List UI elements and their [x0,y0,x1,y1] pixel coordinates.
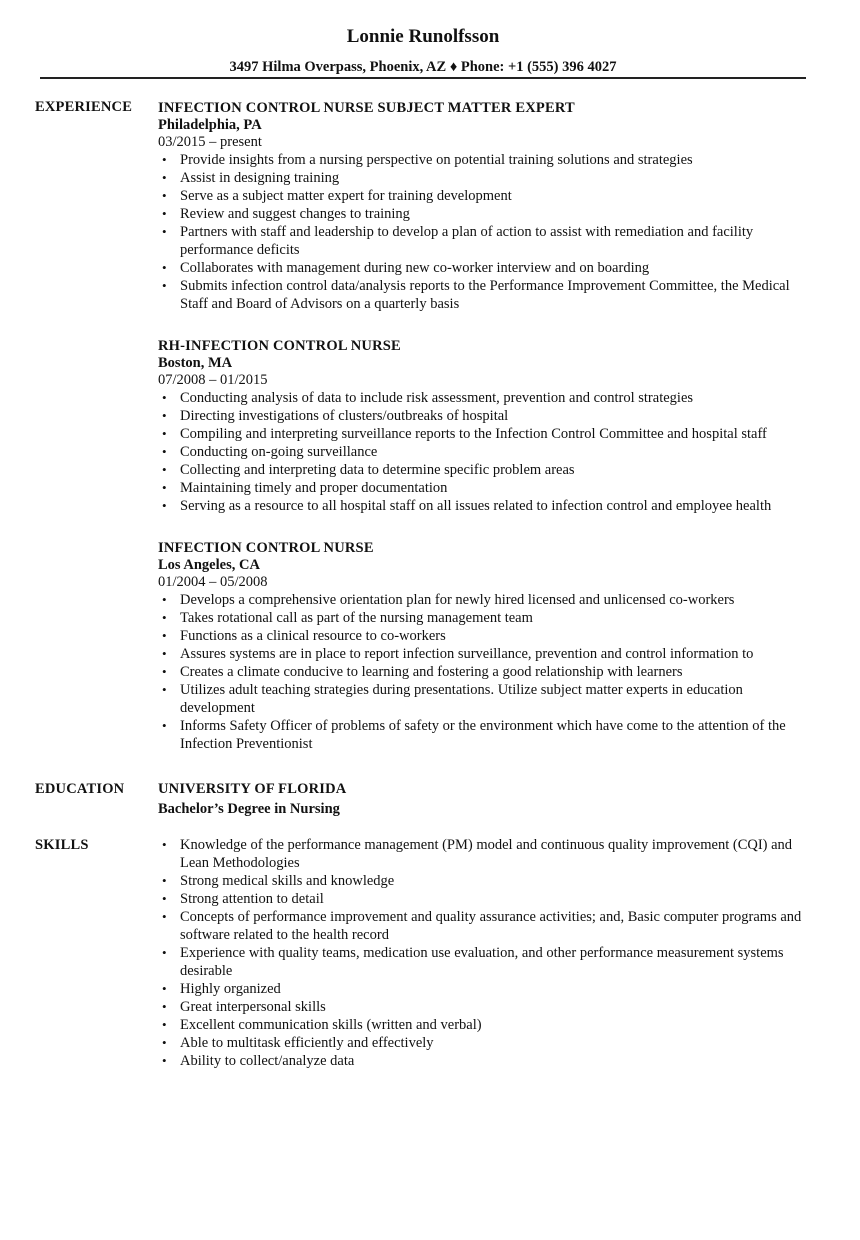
list-item: • Provide insights from a nursing perspective on potential training solutions and strategies [158,151,813,169]
job-title: INFECTION CONTROL NURSE SUBJECT MATTER EXPERT [158,100,575,116]
list-item: • Strong medical skills and knowledge [158,872,813,890]
skills-heading: SKILLS [35,837,89,853]
job-entry [158,99,813,313]
list-item: • Review and suggest changes to training [158,205,813,223]
job-title: RH-INFECTION CONTROL NURSE [158,338,401,354]
list-item: • Utilizes adult teaching strategies during presentations. Utilize subject matter experts in education development [158,681,813,717]
job-title: INFECTION CONTROL NURSE [158,540,374,556]
list-item: • Great interpersonal skills [158,998,813,1016]
list-item: • Creates a climate conducive to learning and fostering a good relationship with learners [158,663,813,681]
job-location: Boston, MA [158,355,233,371]
list-item: • Assist in designing training [158,169,813,187]
list-item: • Highly organized [158,980,813,998]
education-entry [158,780,813,818]
job-duties-list [158,591,813,753]
job-entry [158,539,813,753]
skills-block [158,836,813,1070]
list-item: • Collaborates with management during new co-worker interview and on boarding [158,259,813,277]
header-divider [40,77,806,79]
list-item: • Serving as a resource to all hospital staff on all issues related to infection control and employee health [158,497,813,515]
list-item: • Concepts of performance improvement and quality assurance activities; and, Basic computer programs and software related to the health record [158,908,813,944]
list-item: • Takes rotational call as part of the nursing management team [158,609,813,627]
list-item: • Develops a comprehensive orientation plan for newly hired licensed and unlicensed co-workers [158,591,813,609]
education-heading: EDUCATION [35,781,125,797]
list-item: • Partners with staff and leadership to develop a plan of action to assist with remediation and facility performance deficits [158,223,813,259]
list-item: • Maintaining timely and proper documentation [158,479,813,497]
job-dates: 07/2008 – 01/2015 [158,372,268,388]
candidate-name: Lonnie Runolfsson [346,26,500,47]
job-duties-list [158,389,813,515]
contact-line: 3497 Hilma Overpass, Phoenix, AZ ♦ Phone: +1 (555) 396 4027 [229,59,617,75]
job-entry [158,337,813,515]
list-item: • Functions as a clinical resource to co-workers [158,627,813,645]
list-item: • Experience with quality teams, medication use evaluation, and other performance measurement systems desirable [158,944,813,980]
school-name: UNIVERSITY OF FLORIDA [158,781,347,797]
job-duties-list [158,151,813,313]
list-item: • Submits infection control data/analysis reports to the Performance Improvement Committee, the Medical Staff and Board of Advisors on a quarterly basis [158,277,813,313]
job-dates: 01/2004 – 05/2008 [158,574,268,590]
list-item: • Ability to collect/analyze data [158,1052,813,1070]
list-item: • Knowledge of the performance management (PM) model and continuous quality improvement (CQI) and Lean Methodologies [158,836,813,872]
list-item: • Able to multitask efficiently and effectively [158,1034,813,1052]
skills-list [158,836,813,1070]
list-item: • Collecting and interpreting data to determine specific problem areas [158,461,813,479]
degree: Bachelor’s Degree in Nursing [158,801,340,817]
job-dates: 03/2015 – present [158,134,262,150]
list-item: • Directing investigations of clusters/outbreaks of hospital [158,407,813,425]
list-item: • Conducting analysis of data to include risk assessment, prevention and control strategies [158,389,813,407]
job-location: Philadelphia, PA [158,117,262,133]
list-item: • Serve as a subject matter expert for training development [158,187,813,205]
list-item: • Conducting on-going surveillance [158,443,813,461]
list-item: • Strong attention to detail [158,890,813,908]
experience-heading: EXPERIENCE [35,99,133,115]
list-item: • Informs Safety Officer of problems of safety or the environment which have come to the attention of the Infection Preventionist [158,717,813,753]
job-location: Los Angeles, CA [158,557,260,573]
list-item: • Assures systems are in place to report infection surveillance, prevention and control information to [158,645,813,663]
list-item: • Excellent communication skills (written and verbal) [158,1016,813,1034]
list-item: • Compiling and interpreting surveillance reports to the Infection Control Committee and hospital staff [158,425,813,443]
